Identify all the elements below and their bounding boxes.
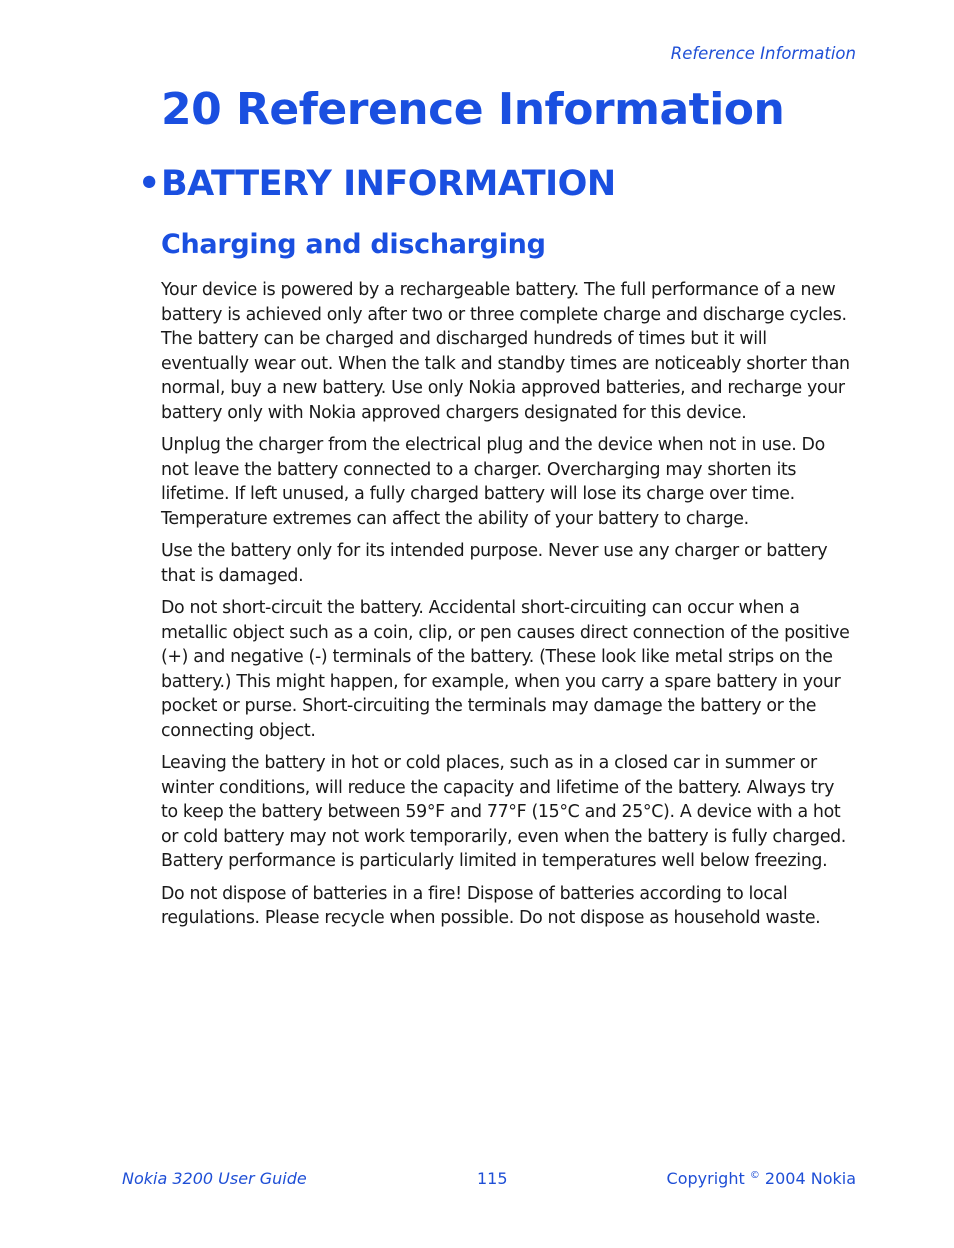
body-text <box>161 278 855 939</box>
section-bullet: • <box>138 164 160 204</box>
footer-guide-title: Nokia 3200 User Guide <box>122 1169 307 1188</box>
paragraph-4: Do not short-circuit the battery. Accidental short-circuiting can occur when a metallic object such as a coin, clip, or pen causes direct connection of the positive (+) and negative (-) terminals of the battery. (These look like metal strips on the battery.) This might happen, for example, when you carry a spare battery in your pocket or purse. Short-circuiting the terminals may damage the battery or the connecting object. <box>161 598 850 741</box>
running-header: Reference Information <box>670 44 856 63</box>
section-title <box>138 164 616 204</box>
page-footer <box>122 1169 856 1191</box>
paragraph-3: Use the battery only for its intended purpose. Never use any charger or battery that is damaged. <box>161 541 828 586</box>
paragraph-6: Do not dispose of batteries in a fire! Dispose of batteries according to local regulations. Please recycle when possible. Do not dispose as household waste. <box>161 883 821 928</box>
section-title-text: BATTERY INFORMATION <box>161 164 616 204</box>
copyright-suffix: 2004 Nokia <box>764 1169 856 1188</box>
chapter-title: 20 Reference Information <box>161 84 785 135</box>
copyright-prefix: Copyright <box>666 1169 745 1188</box>
copyright-symbol: © <box>749 1170 760 1181</box>
subsection-title: Charging and discharging <box>161 229 546 260</box>
footer-copyright <box>667 1169 856 1188</box>
paragraph-2: Unplug the charger from the electrical plug and the device when not in use. Do not leave the battery connected to a charger. Overcharging may shorten its lifetime. If left unused, a fully charged battery will lose its charge over time. Temperature extremes can affect the ability of your battery to charge. <box>161 435 825 529</box>
paragraph-5: Leaving the battery in hot or cold places, such as in a closed car in summer or winter conditions, will reduce the capacity and lifetime of the battery. Always try to keep the battery between 59°F and 77°F (15°C and 25°C). A device with a hot or cold battery may not work temporarily, even when the battery is fully charged. Battery performance is particularly limited in temperatures well below freezing. <box>161 753 846 871</box>
paragraph-1: Your device is powered by a rechargeable battery. The full performance of a new battery is achieved only after two or three complete charge and discharge cycles. The battery can be charged and discharged hundreds of times but it will eventually wear out. When the talk and standby times are noticeably shorter than normal, buy a new battery. Use only Nokia approved batteries, and recharge your battery only with Nokia approved chargers designated for this device. <box>161 280 850 423</box>
page-number: 115 <box>477 1169 508 1188</box>
